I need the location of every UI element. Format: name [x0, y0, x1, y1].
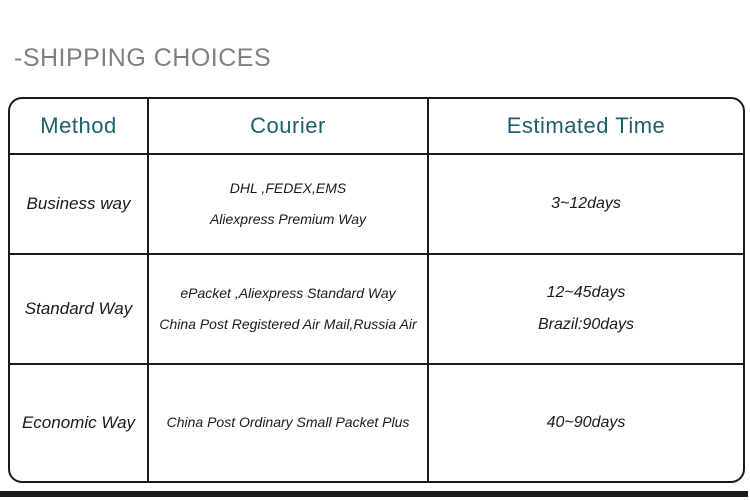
time-line: 3~12days: [551, 195, 621, 212]
header-estimated-time: Estimated Time: [429, 99, 743, 155]
courier-line: Aliexpress Premium Way: [209, 211, 367, 227]
courier-line: DHL ,FEDEX,EMS: [229, 179, 347, 196]
time-line: 40~90days: [546, 414, 626, 431]
table-row-standard-time: [429, 255, 743, 365]
shipping-table: [8, 97, 745, 483]
courier-line: China Post Registered Air Mail,Russia Air: [159, 316, 417, 332]
time-line: 12~45days: [546, 284, 626, 301]
table-row-economic-method: Economic Way: [10, 365, 149, 481]
table-row-standard-method: Standard Way: [10, 255, 149, 365]
table-row-business-time: [429, 155, 743, 255]
table-row-standard-courier: [149, 255, 429, 365]
page-title: -SHIPPING CHOICES: [14, 44, 272, 72]
header-courier: Courier: [149, 99, 429, 155]
table-row-economic-courier: [149, 365, 429, 481]
courier-line: China Post Ordinary Small Packet Plus: [166, 414, 410, 431]
table-row-economic-time: [429, 365, 743, 481]
header-method: Method: [10, 99, 149, 155]
courier-line: ePacket ,Aliexpress Standard Way: [180, 284, 396, 301]
table-row-business-method: Business way: [10, 155, 149, 255]
bottom-section-divider: [0, 491, 748, 497]
table-row-business-courier: [149, 155, 429, 255]
time-line: Brazil:90days: [537, 316, 635, 333]
